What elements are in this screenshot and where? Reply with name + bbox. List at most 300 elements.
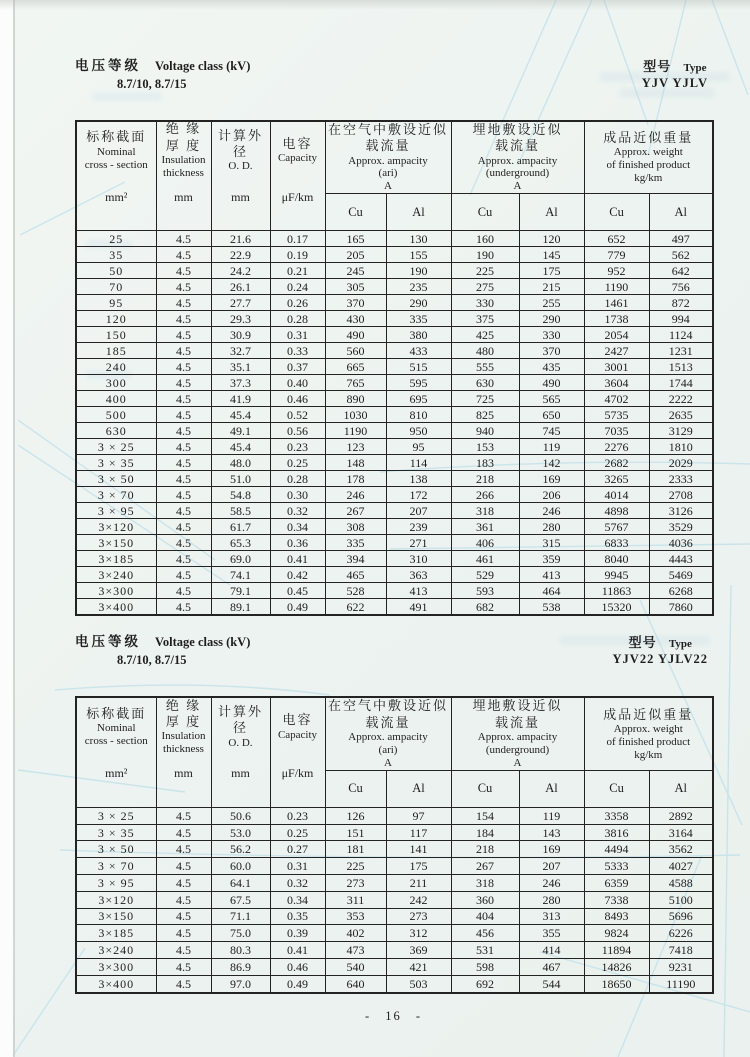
table-row <box>76 487 713 503</box>
cell: 622 <box>325 599 386 616</box>
cell: 71.1 <box>211 908 270 925</box>
cell: 75.0 <box>211 925 270 942</box>
cell: 500 <box>76 407 156 423</box>
cell: 595 <box>386 375 451 391</box>
cell: 952 <box>584 263 649 279</box>
cell: 0.32 <box>270 503 325 519</box>
cell: 2333 <box>649 471 713 487</box>
cell: 4.5 <box>156 231 211 247</box>
cell: 207 <box>386 503 451 519</box>
cell: 225 <box>451 263 519 279</box>
cell: 682 <box>451 599 519 616</box>
cell: 4.5 <box>156 535 211 551</box>
cell: 1231 <box>649 343 713 359</box>
cell: 315 <box>519 535 584 551</box>
cell: 3 × 50 <box>76 471 156 487</box>
cell: 464 <box>519 583 584 599</box>
cell: 4.5 <box>156 247 211 263</box>
cell: 4014 <box>584 487 649 503</box>
cell: 4.5 <box>156 455 211 471</box>
group-header-weight: 成品近似重量 Approx. weight of finished product kg/km <box>584 697 713 770</box>
cell: 4.5 <box>156 841 211 858</box>
cell: 246 <box>325 487 386 503</box>
cell: 4702 <box>584 391 649 407</box>
cell: 765 <box>325 375 386 391</box>
cell: 5100 <box>649 891 713 908</box>
cell: 9824 <box>584 925 649 942</box>
cell: 872 <box>649 295 713 311</box>
cell: 529 <box>451 567 519 583</box>
cell: 305 <box>325 279 386 295</box>
cell: 32.7 <box>211 343 270 359</box>
table-row <box>76 471 713 487</box>
type-value: YJV22 YJLV22 <box>612 652 708 667</box>
cell: 4.5 <box>156 551 211 567</box>
cell: 491 <box>386 599 451 616</box>
cell: 4443 <box>649 551 713 567</box>
cell: 4.5 <box>156 327 211 343</box>
cell: 565 <box>519 391 584 407</box>
cell: 4.5 <box>156 875 211 892</box>
table-row <box>76 807 713 824</box>
cell: 642 <box>649 263 713 279</box>
cell: 211 <box>386 875 451 892</box>
type-label-zh: 型号 <box>628 635 657 651</box>
scan-edge-line <box>13 0 15 1057</box>
type-label-en: Type <box>683 62 707 74</box>
cell: 3 × 50 <box>76 841 156 858</box>
cell: 29.3 <box>211 311 270 327</box>
type-block <box>613 632 708 667</box>
table-row <box>76 875 713 892</box>
cell: 95 <box>76 295 156 311</box>
table-row <box>76 439 713 455</box>
subcol-ug-cu: Cu <box>451 770 519 807</box>
page-number: - 16 - <box>364 1008 423 1023</box>
cell: 70 <box>76 279 156 295</box>
cell: 280 <box>519 519 584 535</box>
cell: 2427 <box>584 343 649 359</box>
cell: 165 <box>325 231 386 247</box>
cell: 4.5 <box>156 311 211 327</box>
subcol-wt-al: Al <box>649 770 713 807</box>
cell: 825 <box>451 407 519 423</box>
cell: 273 <box>386 908 451 925</box>
cell: 8040 <box>584 551 649 567</box>
cell: 4.5 <box>156 807 211 824</box>
cell: 361 <box>451 519 519 535</box>
col-header-od: 计算外径 O. D. mm <box>211 697 270 807</box>
cell: 4898 <box>584 503 649 519</box>
cell: 130 <box>386 231 451 247</box>
cell: 0.36 <box>270 535 325 551</box>
type-label-en: Type <box>668 638 692 651</box>
cell: 169 <box>519 471 584 487</box>
type-label-line <box>613 632 708 651</box>
cell: 3 × 25 <box>76 807 156 824</box>
table-body-yjv <box>76 231 713 616</box>
cell: 433 <box>386 343 451 359</box>
cell: 148 <box>325 455 386 471</box>
cell: 0.52 <box>270 407 325 423</box>
cell: 540 <box>325 958 386 975</box>
cell: 240 <box>76 359 156 375</box>
table-row <box>76 503 713 519</box>
cell: 126 <box>325 807 386 824</box>
cell: 3×185 <box>76 925 156 942</box>
cell: 5333 <box>584 858 649 875</box>
cell: 467 <box>519 958 584 975</box>
cell: 3×240 <box>76 942 156 959</box>
cell: 640 <box>325 975 386 992</box>
cell: 79.1 <box>211 583 270 599</box>
cell: 3126 <box>649 503 713 519</box>
cell: 120 <box>76 311 156 327</box>
table-row <box>76 231 713 247</box>
cell: 86.9 <box>211 958 270 975</box>
table-row <box>76 908 713 925</box>
cell: 0.24 <box>270 279 325 295</box>
cell: 480 <box>451 343 519 359</box>
cell: 273 <box>325 875 386 892</box>
cell: 369 <box>386 942 451 959</box>
cell: 630 <box>451 375 519 391</box>
cell: 0.23 <box>270 807 325 824</box>
table-body-yjv22 <box>76 807 713 992</box>
subcol-wt-cu: Cu <box>584 770 649 807</box>
cell: 142 <box>519 455 584 471</box>
cell: 1461 <box>584 295 649 311</box>
cell: 206 <box>519 487 584 503</box>
type-block <box>642 56 708 91</box>
cell: 4.5 <box>156 908 211 925</box>
cell: 0.46 <box>270 391 325 407</box>
table-row <box>76 407 713 423</box>
cell: 267 <box>325 503 386 519</box>
cell: 218 <box>451 471 519 487</box>
cell: 0.30 <box>270 487 325 503</box>
cell: 267 <box>451 858 519 875</box>
cell: 3529 <box>649 519 713 535</box>
cell: 74.1 <box>211 567 270 583</box>
cell: 60.0 <box>211 858 270 875</box>
cell: 430 <box>325 311 386 327</box>
cell: 175 <box>386 858 451 875</box>
cell: 1124 <box>649 327 713 343</box>
cell: 4.5 <box>156 295 211 311</box>
cell: 630 <box>76 423 156 439</box>
voltage-class-value: 8.7/10, 8.7/15 <box>117 653 187 668</box>
group-header-ampacity-air: 在空气中敷设近似 载流量 Approx. ampacity (ari) A <box>325 697 451 770</box>
table-row <box>76 327 713 343</box>
cell: 175 <box>519 263 584 279</box>
cell: 560 <box>325 343 386 359</box>
cell: 375 <box>451 311 519 327</box>
cell: 41.9 <box>211 391 270 407</box>
cell: 25 <box>76 231 156 247</box>
cell: 555 <box>451 359 519 375</box>
cell: 97.0 <box>211 975 270 992</box>
cell: 0.35 <box>270 908 325 925</box>
cell: 178 <box>325 471 386 487</box>
subcol-air-al: Al <box>386 770 451 807</box>
cell: 465 <box>325 567 386 583</box>
subcol-air-cu: Cu <box>325 194 386 231</box>
cell: 22.9 <box>211 247 270 263</box>
cell: 3×120 <box>76 891 156 908</box>
cell: 205 <box>325 247 386 263</box>
scan-margin <box>0 0 13 1057</box>
section-header-yjv22 <box>75 630 712 682</box>
subcol-ug-al: Al <box>519 770 584 807</box>
table-row <box>76 455 713 471</box>
cell: 169 <box>519 841 584 858</box>
cell: 3265 <box>584 471 649 487</box>
cell: 421 <box>386 958 451 975</box>
cell: 3×150 <box>76 535 156 551</box>
cell: 363 <box>386 567 451 583</box>
section-header-yjv <box>75 54 712 106</box>
cell: 503 <box>386 975 451 992</box>
table-row <box>76 263 713 279</box>
subcol-wt-al: Al <box>649 194 713 231</box>
cell: 290 <box>519 311 584 327</box>
cell: 5767 <box>584 519 649 535</box>
unit-uf-km: μF/km <box>281 766 314 781</box>
cell: 9231 <box>649 958 713 975</box>
cell: 1810 <box>649 439 713 455</box>
cell: 473 <box>325 942 386 959</box>
cell: 2054 <box>584 327 649 343</box>
cell: 6268 <box>649 583 713 599</box>
cell: 3 × 70 <box>76 487 156 503</box>
cell: 2276 <box>584 439 649 455</box>
cell: 185 <box>76 343 156 359</box>
cell: 1513 <box>649 359 713 375</box>
cell: 160 <box>451 231 519 247</box>
table-row <box>76 391 713 407</box>
cell: 95 <box>386 439 451 455</box>
cell: 318 <box>451 503 519 519</box>
cell: 330 <box>451 295 519 311</box>
table-row <box>76 942 713 959</box>
cell: 413 <box>519 567 584 583</box>
cell: 6226 <box>649 925 713 942</box>
cell: 300 <box>76 375 156 391</box>
type-label-line <box>642 56 708 75</box>
voltage-class-label-en: Voltage class (kV) <box>155 635 251 650</box>
cell: 4.5 <box>156 407 211 423</box>
cell: 0.28 <box>270 471 325 487</box>
cell: 3 × 95 <box>76 875 156 892</box>
unit-mm: mm <box>174 190 193 204</box>
cell: 123 <box>325 439 386 455</box>
cell: 994 <box>649 311 713 327</box>
cell: 45.4 <box>211 439 270 455</box>
cell: 318 <box>451 875 519 892</box>
cell: 3 × 25 <box>76 439 156 455</box>
table-row <box>76 975 713 992</box>
cell: 413 <box>386 583 451 599</box>
cell: 414 <box>519 942 584 959</box>
cell: 6359 <box>584 875 649 892</box>
cell: 4.5 <box>156 343 211 359</box>
cell: 0.28 <box>270 311 325 327</box>
cell: 50 <box>76 263 156 279</box>
unit-mm2: mm² <box>105 766 128 781</box>
scan-edge-shadow <box>0 0 750 10</box>
cell: 5735 <box>584 407 649 423</box>
cell: 756 <box>649 279 713 295</box>
cell: 0.31 <box>270 327 325 343</box>
cell: 4.5 <box>156 439 211 455</box>
cell: 0.17 <box>270 231 325 247</box>
cell: 515 <box>386 359 451 375</box>
cell: 275 <box>451 279 519 295</box>
cell: 6833 <box>584 535 649 551</box>
cell: 48.0 <box>211 455 270 471</box>
table-row <box>76 279 713 295</box>
cell: 312 <box>386 925 451 942</box>
cell: 695 <box>386 391 451 407</box>
cell: 49.1 <box>211 423 270 439</box>
cell: 355 <box>519 925 584 942</box>
cell: 456 <box>451 925 519 942</box>
cell: 225 <box>325 858 386 875</box>
voltage-class-value: 8.7/10, 8.7/15 <box>117 77 187 91</box>
col-header-capacity: 电容 Capacity μF/km <box>270 697 325 807</box>
cell: 335 <box>325 535 386 551</box>
cell: 3358 <box>584 807 649 824</box>
table-row <box>76 551 713 567</box>
cell: 3×185 <box>76 551 156 567</box>
cell: 4.5 <box>156 391 211 407</box>
cell: 58.5 <box>211 503 270 519</box>
cell: 80.3 <box>211 942 270 959</box>
cell: 2222 <box>649 391 713 407</box>
cell: 0.34 <box>270 891 325 908</box>
cell: 65.3 <box>211 535 270 551</box>
cell: 53.0 <box>211 824 270 841</box>
cell: 61.7 <box>211 519 270 535</box>
cell: 2029 <box>649 455 713 471</box>
cell: 3604 <box>584 375 649 391</box>
cell: 2708 <box>649 487 713 503</box>
cell: 246 <box>519 503 584 519</box>
cell: 246 <box>519 875 584 892</box>
cell: 24.2 <box>211 263 270 279</box>
cell: 3 × 35 <box>76 455 156 471</box>
table-row <box>76 375 713 391</box>
cell: 4.5 <box>156 375 211 391</box>
cell: 117 <box>386 824 451 841</box>
cell: 1190 <box>325 423 386 439</box>
cell: 172 <box>386 487 451 503</box>
cell: 138 <box>386 471 451 487</box>
cell: 4.5 <box>156 824 211 841</box>
cell: 2635 <box>649 407 713 423</box>
cell: 0.25 <box>270 824 325 841</box>
table-row <box>76 858 713 875</box>
cell: 67.5 <box>211 891 270 908</box>
cell: 35 <box>76 247 156 263</box>
cell: 143 <box>519 824 584 841</box>
cell: 218 <box>451 841 519 858</box>
cell: 1744 <box>649 375 713 391</box>
cell: 353 <box>325 908 386 925</box>
table-row <box>76 925 713 942</box>
cell: 0.33 <box>270 343 325 359</box>
unit-mm: mm <box>231 766 250 781</box>
cell: 235 <box>386 279 451 295</box>
table-row <box>76 311 713 327</box>
table-row <box>76 583 713 599</box>
subcol-air-cu: Cu <box>325 770 386 807</box>
cell: 27.7 <box>211 295 270 311</box>
cell: 370 <box>519 343 584 359</box>
cell: 0.42 <box>270 567 325 583</box>
cell: 11190 <box>649 975 713 992</box>
cell: 183 <box>451 455 519 471</box>
cell: 7035 <box>584 423 649 439</box>
cell: 0.41 <box>270 942 325 959</box>
unit-mm: mm <box>174 766 193 781</box>
cell: 7338 <box>584 891 649 908</box>
cell: 64.1 <box>211 875 270 892</box>
cell: 490 <box>519 375 584 391</box>
cell: 4027 <box>649 858 713 875</box>
cell: 0.31 <box>270 858 325 875</box>
cell: 26.1 <box>211 279 270 295</box>
cell: 11894 <box>584 942 649 959</box>
cell: 239 <box>386 519 451 535</box>
cell: 56.2 <box>211 841 270 858</box>
cell: 593 <box>451 583 519 599</box>
cell: 245 <box>325 263 386 279</box>
table-row <box>76 891 713 908</box>
cell: 890 <box>325 391 386 407</box>
group-header-ampacity-underground: 埋地敷设近似 载流量 Approx. ampacity (underground) A <box>451 697 584 770</box>
cell: 3×240 <box>76 567 156 583</box>
cell: 4494 <box>584 841 649 858</box>
cell: 2682 <box>584 455 649 471</box>
cell: 544 <box>519 975 584 992</box>
cell: 0.45 <box>270 583 325 599</box>
cell: 665 <box>325 359 386 375</box>
cell: 7418 <box>649 942 713 959</box>
table-row <box>76 824 713 841</box>
cell: 21.6 <box>211 231 270 247</box>
cell: 215 <box>519 279 584 295</box>
cell: 950 <box>386 423 451 439</box>
cell: 120 <box>519 231 584 247</box>
cell: 266 <box>451 487 519 503</box>
unit-uf-km: μF/km <box>281 190 314 204</box>
cell: 380 <box>386 327 451 343</box>
cell: 69.0 <box>211 551 270 567</box>
cell: 35.1 <box>211 359 270 375</box>
cell: 4.5 <box>156 958 211 975</box>
cell: 4.5 <box>156 487 211 503</box>
cell: 745 <box>519 423 584 439</box>
cell: 370 <box>325 295 386 311</box>
table-row <box>76 599 713 616</box>
cell: 308 <box>325 519 386 535</box>
cell: 4.5 <box>156 858 211 875</box>
cell: 0.25 <box>270 455 325 471</box>
table-row <box>76 567 713 583</box>
cell: 3×400 <box>76 975 156 992</box>
